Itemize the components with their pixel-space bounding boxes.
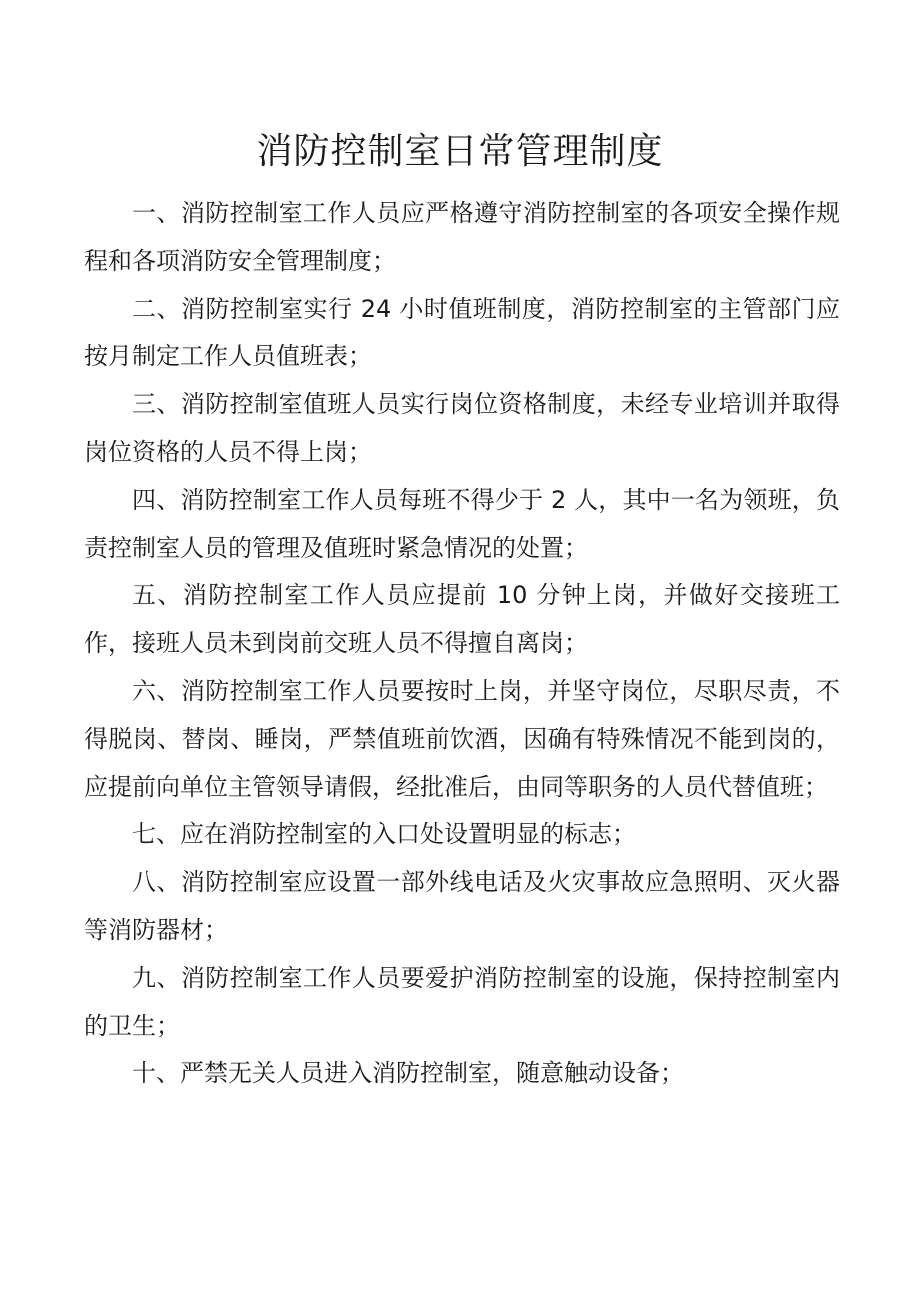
clause-10: 十、严禁无关人员进入消防控制室，随意触动设备； [132,1059,684,1088]
clause-6: 六、消防控制室工作人员要按时上岗，并坚守岗位，尽职尽责，不得脱岗、替岗、睡岗，严禁值班前饮酒，因确有特殊情况不能到岗的，应提前向单位主管领导请假，经批准后，由同等职务的人员代替值班； [84,676,840,801]
clause-4: 四、消防控制室工作人员每班不得少于 2 人，其中一名为领班，负责控制室人员的管理及值班时紧急情况的处置； [84,485,840,562]
clause-5: 五、消防控制室工作人员应提前 10 分钟上岗，并做好交接班工作，接班人员未到岗前交班人员不得擅自离岗； [84,581,840,658]
document-body [84,190,840,1098]
clause-2: 二、消防控制室实行 24 小时值班制度，消防控制室的主管部门应按月制定工作人员值班表； [84,294,840,371]
clause-8: 八、消防控制室应设置一部外线电话及火灾事故应急照明、灭火器等消防器材； [84,868,840,944]
clause-9: 九、消防控制室工作人员要爱护消防控制室的设施，保持控制室内的卫生； [84,963,840,1040]
clause-1: 一、消防控制室工作人员应严格遵守消防控制室的各项安全操作规程和各项消防安全管理制度； [84,199,840,275]
clause-7: 七、应在消防控制室的入口处设置明显的标志； [132,820,636,849]
clause-3: 三、消防控制室值班人员实行岗位资格制度，未经专业培训并取得岗位资格的人员不得上岗； [84,390,840,466]
document-title: 消防控制室日常管理制度 [256,131,664,172]
